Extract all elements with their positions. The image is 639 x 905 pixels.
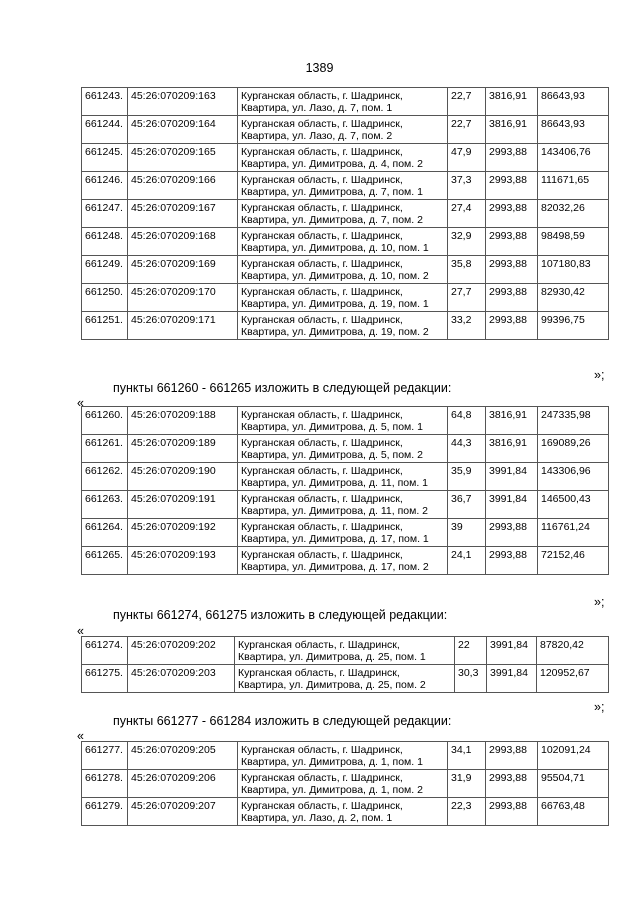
item-number-cell: 661260. xyxy=(82,407,128,435)
cadastral-number-cell: 45:26:070209:168 xyxy=(128,228,238,256)
value-cell: 72152,46 xyxy=(538,547,609,575)
item-number-cell: 661243. xyxy=(82,88,128,116)
item-number-cell: 661249. xyxy=(82,256,128,284)
rate-cell: 3816,91 xyxy=(486,116,538,144)
value-cell: 169089,26 xyxy=(538,435,609,463)
area-cell: 22,3 xyxy=(448,798,486,826)
cadastral-number-cell: 45:26:070209:206 xyxy=(128,770,238,798)
address-line-2: Квартира, ул. Димитрова, д. 11, пом. 1 xyxy=(241,477,428,489)
value-cell: 247335,98 xyxy=(538,407,609,435)
area-cell: 32,9 xyxy=(448,228,486,256)
table-row xyxy=(82,491,609,519)
address-cell xyxy=(238,312,448,340)
closing-quote-mark: »; xyxy=(594,700,605,714)
cadastral-number-cell: 45:26:070209:167 xyxy=(128,200,238,228)
area-cell: 64,8 xyxy=(448,407,486,435)
address-cell xyxy=(238,88,448,116)
value-cell: 95504,71 xyxy=(538,770,609,798)
item-number-cell: 661265. xyxy=(82,547,128,575)
cadastral-number-cell: 45:26:070209:205 xyxy=(128,742,238,770)
address-line-1: Курганская область, г. Шадринск, xyxy=(238,639,400,651)
area-cell: 22 xyxy=(455,637,487,665)
area-cell: 39 xyxy=(448,519,486,547)
value-cell: 99396,75 xyxy=(538,312,609,340)
value-cell: 98498,59 xyxy=(538,228,609,256)
value-cell: 107180,83 xyxy=(538,256,609,284)
area-cell: 30,3 xyxy=(455,665,487,693)
address-line-2: Квартира, ул. Димитрова, д. 10, пом. 2 xyxy=(241,270,429,282)
area-cell: 36,7 xyxy=(448,491,486,519)
value-cell: 82930,42 xyxy=(538,284,609,312)
address-line-2: Квартира, ул. Лазо, д. 7, пом. 1 xyxy=(241,102,393,114)
address-line-2: Квартира, ул. Димитрова, д. 11, пом. 2 xyxy=(241,505,428,517)
cadastral-number-cell: 45:26:070209:203 xyxy=(128,665,235,693)
cadastral-number-cell: 45:26:070209:193 xyxy=(128,547,238,575)
property-table xyxy=(81,406,609,575)
opening-quote-mark: « xyxy=(77,396,84,410)
value-cell: 87820,42 xyxy=(537,637,609,665)
address-cell xyxy=(238,144,448,172)
address-line-1: Курганская область, г. Шадринск, xyxy=(241,314,403,326)
address-cell xyxy=(235,665,455,693)
section-heading: пункты 661260 - 661265 изложить в следующей редакции: xyxy=(113,381,452,395)
value-cell: 146500,43 xyxy=(538,491,609,519)
table-row xyxy=(82,312,609,340)
table-row xyxy=(82,463,609,491)
address-cell xyxy=(238,798,448,826)
rate-cell: 2993,88 xyxy=(486,770,538,798)
rate-cell: 3816,91 xyxy=(486,435,538,463)
item-number-cell: 661262. xyxy=(82,463,128,491)
item-number-cell: 661261. xyxy=(82,435,128,463)
address-cell xyxy=(238,770,448,798)
item-number-cell: 661274. xyxy=(82,637,128,665)
address-line-1: Курганская область, г. Шадринск, xyxy=(238,667,400,679)
area-cell: 24,1 xyxy=(448,547,486,575)
item-number-cell: 661248. xyxy=(82,228,128,256)
area-cell: 31,9 xyxy=(448,770,486,798)
cadastral-number-cell: 45:26:070209:163 xyxy=(128,88,238,116)
item-number-cell: 661279. xyxy=(82,798,128,826)
address-line-2: Квартира, ул. Димитрова, д. 7, пом. 1 xyxy=(241,186,423,198)
cadastral-number-cell: 45:26:070209:164 xyxy=(128,116,238,144)
cadastral-number-cell: 45:26:070209:166 xyxy=(128,172,238,200)
property-table xyxy=(81,741,609,826)
table-row xyxy=(82,284,609,312)
table-row xyxy=(82,637,609,665)
item-number-cell: 661245. xyxy=(82,144,128,172)
rate-cell: 3816,91 xyxy=(486,88,538,116)
rate-cell: 3991,84 xyxy=(487,665,537,693)
address-line-1: Курганская область, г. Шадринск, xyxy=(241,230,403,242)
area-cell: 35,9 xyxy=(448,463,486,491)
address-line-1: Курганская область, г. Шадринск, xyxy=(241,521,403,533)
address-line-1: Курганская область, г. Шадринск, xyxy=(241,549,403,561)
rate-cell: 2993,88 xyxy=(486,200,538,228)
property-table xyxy=(81,87,609,340)
address-line-1: Курганская область, г. Шадринск, xyxy=(241,493,403,505)
address-line-2: Квартира, ул. Димитрова, д. 25, пом. 2 xyxy=(238,679,426,691)
item-number-cell: 661244. xyxy=(82,116,128,144)
address-line-2: Квартира, ул. Лазо, д. 2, пом. 1 xyxy=(241,812,393,824)
closing-quote-mark: »; xyxy=(594,368,605,382)
table-row xyxy=(82,435,609,463)
cadastral-number-cell: 45:26:070209:191 xyxy=(128,491,238,519)
address-line-1: Курганская область, г. Шадринск, xyxy=(241,772,403,784)
section-heading: пункты 661274, 661275 изложить в следующей редакции: xyxy=(113,608,448,622)
address-line-1: Курганская область, г. Шадринск, xyxy=(241,174,403,186)
table-row xyxy=(82,798,609,826)
area-cell: 22,7 xyxy=(448,88,486,116)
value-cell: 66763,48 xyxy=(538,798,609,826)
table-row xyxy=(82,88,609,116)
property-table xyxy=(81,636,609,693)
address-line-1: Курганская область, г. Шадринск, xyxy=(241,118,403,130)
area-cell: 27,7 xyxy=(448,284,486,312)
rate-cell: 2993,88 xyxy=(486,172,538,200)
address-cell xyxy=(238,547,448,575)
table-row xyxy=(82,172,609,200)
cadastral-number-cell: 45:26:070209:165 xyxy=(128,144,238,172)
table-row xyxy=(82,547,609,575)
area-cell: 47,9 xyxy=(448,144,486,172)
opening-quote-mark: « xyxy=(77,624,84,638)
table-row xyxy=(82,200,609,228)
address-cell xyxy=(238,256,448,284)
address-line-2: Квартира, ул. Димитрова, д. 19, пом. 2 xyxy=(241,326,429,338)
value-cell: 120952,67 xyxy=(537,665,609,693)
rate-cell: 3991,84 xyxy=(486,491,538,519)
rate-cell: 2993,88 xyxy=(486,519,538,547)
value-cell: 86643,93 xyxy=(538,116,609,144)
address-line-2: Квартира, ул. Димитрова, д. 4, пом. 2 xyxy=(241,158,423,170)
address-line-2: Квартира, ул. Димитрова, д. 17, пом. 2 xyxy=(241,561,429,573)
item-number-cell: 661250. xyxy=(82,284,128,312)
address-line-2: Квартира, ул. Димитрова, д. 5, пом. 1 xyxy=(241,421,423,433)
address-line-1: Курганская область, г. Шадринск, xyxy=(241,437,403,449)
table-row xyxy=(82,144,609,172)
value-cell: 111671,65 xyxy=(538,172,609,200)
table-row xyxy=(82,228,609,256)
table-row xyxy=(82,770,609,798)
page-number: 1389 xyxy=(305,61,334,75)
table-row xyxy=(82,519,609,547)
address-cell xyxy=(238,407,448,435)
table-row xyxy=(82,256,609,284)
rate-cell: 2993,88 xyxy=(486,547,538,575)
address-cell xyxy=(238,200,448,228)
address-line-1: Курганская область, г. Шадринск, xyxy=(241,744,403,756)
address-cell xyxy=(238,491,448,519)
address-line-1: Курганская область, г. Шадринск, xyxy=(241,286,403,298)
rate-cell: 3991,84 xyxy=(486,463,538,491)
address-cell xyxy=(238,228,448,256)
area-cell: 44,3 xyxy=(448,435,486,463)
rate-cell: 3991,84 xyxy=(487,637,537,665)
item-number-cell: 661246. xyxy=(82,172,128,200)
address-cell xyxy=(238,519,448,547)
address-cell xyxy=(238,742,448,770)
cadastral-number-cell: 45:26:070209:169 xyxy=(128,256,238,284)
rate-cell: 2993,88 xyxy=(486,144,538,172)
address-cell xyxy=(238,172,448,200)
cadastral-number-cell: 45:26:070209:171 xyxy=(128,312,238,340)
item-number-cell: 661263. xyxy=(82,491,128,519)
area-cell: 34,1 xyxy=(448,742,486,770)
address-line-1: Курганская область, г. Шадринск, xyxy=(241,202,403,214)
cadastral-number-cell: 45:26:070209:190 xyxy=(128,463,238,491)
address-cell xyxy=(235,637,455,665)
address-line-2: Квартира, ул. Димитрова, д. 10, пом. 1 xyxy=(241,242,429,254)
cadastral-number-cell: 45:26:070209:192 xyxy=(128,519,238,547)
item-number-cell: 661278. xyxy=(82,770,128,798)
table-row xyxy=(82,407,609,435)
cadastral-number-cell: 45:26:070209:189 xyxy=(128,435,238,463)
area-cell: 33,2 xyxy=(448,312,486,340)
rate-cell: 2993,88 xyxy=(486,742,538,770)
address-line-1: Курганская область, г. Шадринск, xyxy=(241,465,403,477)
address-line-2: Квартира, ул. Димитрова, д. 17, пом. 1 xyxy=(241,533,429,545)
item-number-cell: 661277. xyxy=(82,742,128,770)
closing-quote-mark: »; xyxy=(594,595,605,609)
table-row xyxy=(82,665,609,693)
area-cell: 35,8 xyxy=(448,256,486,284)
address-line-2: Квартира, ул. Димитрова, д. 1, пом. 2 xyxy=(241,784,423,796)
item-number-cell: 661275. xyxy=(82,665,128,693)
value-cell: 143406,76 xyxy=(538,144,609,172)
address-line-2: Квартира, ул. Димитрова, д. 1, пом. 1 xyxy=(241,756,423,768)
value-cell: 116761,24 xyxy=(538,519,609,547)
value-cell: 86643,93 xyxy=(538,88,609,116)
table-row xyxy=(82,742,609,770)
address-line-2: Квартира, ул. Димитрова, д. 19, пом. 1 xyxy=(241,298,429,310)
cadastral-number-cell: 45:26:070209:207 xyxy=(128,798,238,826)
rate-cell: 2993,88 xyxy=(486,228,538,256)
area-cell: 22,7 xyxy=(448,116,486,144)
rate-cell: 2993,88 xyxy=(486,284,538,312)
cadastral-number-cell: 45:26:070209:188 xyxy=(128,407,238,435)
address-cell xyxy=(238,463,448,491)
address-cell xyxy=(238,116,448,144)
area-cell: 37,3 xyxy=(448,172,486,200)
cadastral-number-cell: 45:26:070209:202 xyxy=(128,637,235,665)
address-cell xyxy=(238,284,448,312)
address-line-1: Курганская область, г. Шадринск, xyxy=(241,258,403,270)
rate-cell: 2993,88 xyxy=(486,256,538,284)
item-number-cell: 661251. xyxy=(82,312,128,340)
rate-cell: 2993,88 xyxy=(486,312,538,340)
rate-cell: 3816,91 xyxy=(486,407,538,435)
value-cell: 143306,96 xyxy=(538,463,609,491)
area-cell: 27,4 xyxy=(448,200,486,228)
section-heading: пункты 661277 - 661284 изложить в следующей редакции: xyxy=(113,714,452,728)
value-cell: 102091,24 xyxy=(538,742,609,770)
address-line-1: Курганская область, г. Шадринск, xyxy=(241,90,403,102)
address-line-1: Курганская область, г. Шадринск, xyxy=(241,800,403,812)
address-line-2: Квартира, ул. Димитрова, д. 7, пом. 2 xyxy=(241,214,423,226)
opening-quote-mark: « xyxy=(77,729,84,743)
address-cell xyxy=(238,435,448,463)
address-line-1: Курганская область, г. Шадринск, xyxy=(241,146,403,158)
rate-cell: 2993,88 xyxy=(486,798,538,826)
address-line-1: Курганская область, г. Шадринск, xyxy=(241,409,403,421)
item-number-cell: 661264. xyxy=(82,519,128,547)
item-number-cell: 661247. xyxy=(82,200,128,228)
address-line-2: Квартира, ул. Лазо, д. 7, пом. 2 xyxy=(241,130,393,142)
address-line-2: Квартира, ул. Димитрова, д. 25, пом. 1 xyxy=(238,651,426,663)
cadastral-number-cell: 45:26:070209:170 xyxy=(128,284,238,312)
address-line-2: Квартира, ул. Димитрова, д. 5, пом. 2 xyxy=(241,449,423,461)
value-cell: 82032,26 xyxy=(538,200,609,228)
table-row xyxy=(82,116,609,144)
